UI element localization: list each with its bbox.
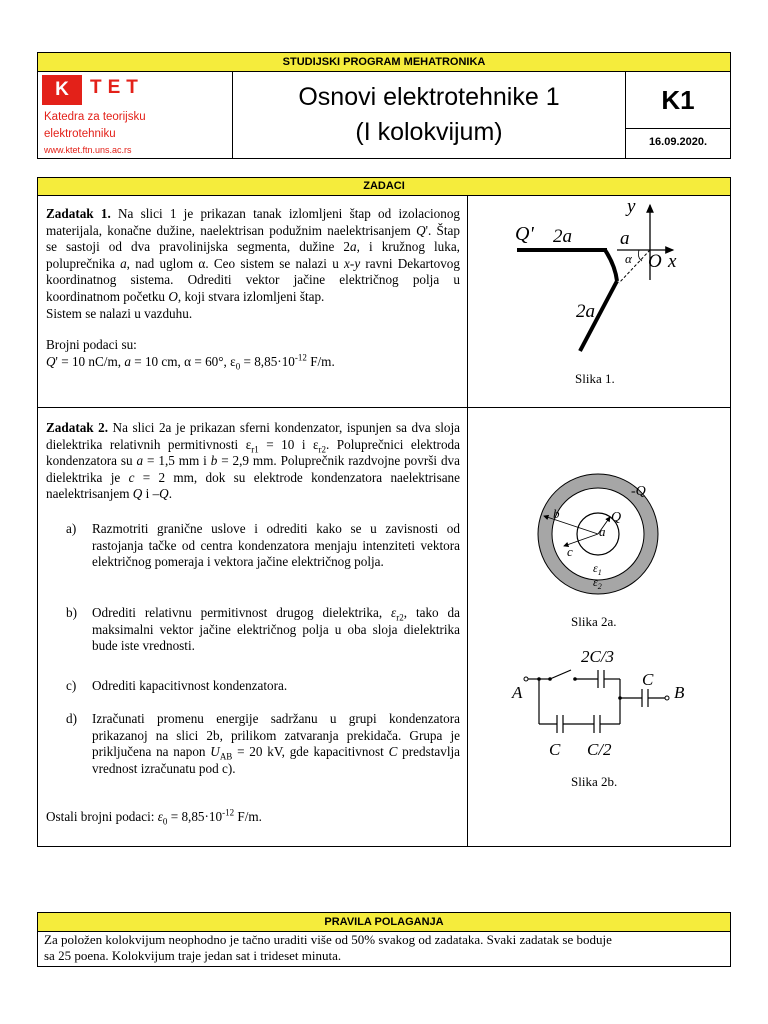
figure2b-caption: Slika 2b. [571, 774, 618, 789]
task2-item-d: d) Izračunati promenu energije sadržanu u grupi kondenzatora prikazanoj na slici 2b, prilikom zatvaranja prekidača. Grupa je priključena na napon $U_{AB} = 20$ kV, gde kapacitivnost C predstavlja vrednost izračunatu pod c). [66, 711, 461, 776]
label-eps1: $\varepsilon_1$ [593, 561, 602, 577]
task1-cell [37, 195, 468, 408]
item-a-label: a) [66, 521, 77, 536]
logo-tet: TET [90, 77, 144, 98]
task2-item-c [66, 678, 466, 696]
department-website: www.ktet.ftn.uns.ac.rs [44, 145, 132, 155]
terminal-a [524, 677, 528, 681]
item-c-label: c) [66, 678, 77, 693]
task2-item-b: b) Odrediti relativnu permitivnost drugog dielektrika, $\varepsilon_{r2}$, tako da maksimalni vektor jačine električnog polja u oba sloja dielektrika bude iste vrednosti. [66, 605, 461, 654]
item-d-label: d) [66, 711, 77, 726]
rules-line-2: sa 25 poena. Kolokvijum traje jedan sat i trideset minuta. [44, 948, 342, 963]
task2-constants: Ostali brojni podaci: $\varepsilon_0 = 8,85\cdot 10^{-12}$ F/m. [46, 807, 262, 827]
tasks-heading-band [37, 177, 731, 196]
label-c-bottom: C [549, 740, 561, 759]
program-band [37, 52, 731, 72]
terminal-b [665, 696, 669, 700]
task1-label: Zadatak 1. [46, 206, 111, 221]
rules-line-1: Za položen kolokvijum neophodno je tačno uraditi više od 50% svakog od zadataka. Svaki zadatak se boduje [44, 932, 612, 947]
course-title-cell [232, 71, 626, 159]
tasks-heading: ZADACI [363, 180, 405, 192]
label-terminal-b: B [674, 683, 685, 702]
label-q-prime: Q' [515, 223, 534, 245]
exam-title: (I kolokvijum) [355, 118, 503, 146]
switch-contact [573, 677, 577, 681]
department-line-2: elektrotehniku [44, 128, 116, 140]
figure1-cell [467, 195, 731, 408]
course-title: Osnovi elektrotehnike 1 [298, 83, 560, 111]
exam-code: K1 [661, 85, 695, 115]
radius-dashed-line [619, 250, 650, 283]
rules-text [37, 931, 731, 967]
label-c-right: C [642, 670, 654, 689]
label-a: a [620, 228, 630, 249]
figure2a-caption: Slika 2a. [571, 614, 617, 629]
label-alpha: α [625, 251, 632, 266]
department-line-1: Katedra za teorijsku [44, 111, 146, 123]
label-2a-bottom: 2a [576, 301, 595, 322]
logo-k: K [42, 75, 82, 105]
rules-heading-band [37, 912, 731, 932]
label-2c3: 2C/3 [581, 647, 615, 666]
label-b: b [553, 506, 560, 521]
task2-label: Zadatak 2. [46, 420, 109, 435]
label-a-small: a [599, 524, 606, 539]
date-cell [626, 129, 731, 159]
node-left-top [537, 677, 541, 681]
label-eps2: $\varepsilon_2$ [593, 575, 602, 591]
program-title: STUDIJSKI PROGRAM MEHATRONIKA [282, 56, 486, 68]
code-cell [626, 71, 731, 129]
node-right [618, 696, 622, 700]
figure1-caption: Slika 1. [575, 371, 615, 386]
label-2a-top: 2a [553, 226, 572, 247]
task2-intro: Zadatak 2. Na slici 2a je prikazan sferni kondenzator, ispunjen sa dva sloja dielektrika relativnih permitivnosti $\varepsilon_{r1} = 10$ i $\varepsilon_{r2}$. Poluprečnici elektroda kondenzatora su a = 1,5 mm i b = 2,9 mm. Poluprečnik razdvojne površi dva dielektrika je c = 2 mm, dok su elektrode kondenzatora naelektrisane naelektrisanjem Q i –Q. [46, 420, 461, 502]
label-c-half: C/2 [587, 740, 612, 759]
label-neg-q: -Q [631, 484, 646, 499]
task2-cell [37, 407, 468, 847]
label-y: y [627, 196, 636, 217]
label-q: Q [611, 510, 622, 525]
rules-heading: PRAVILA POLAGANJA [324, 916, 444, 928]
switch [550, 670, 571, 679]
department-logo-cell [37, 71, 232, 159]
exam-date: 16.09.2020. [648, 136, 708, 148]
label-c: c [567, 544, 573, 559]
label-terminal-a: A [512, 683, 523, 702]
task2-item-a: a) Razmotriti granične uslove i odrediti kako se u zavisnosti od rastojanja tačke od centra kondenzatora menjaju intenziteti vektora električnog pomeraja i vektora jačine električnog polja. [66, 521, 460, 570]
label-x: x [668, 251, 677, 272]
figure2-cell [467, 407, 731, 847]
rod-arc [605, 250, 617, 281]
item-c-text: Odrediti kapacitivnost kondenzatora. [92, 678, 288, 693]
item-b-label: b) [66, 605, 77, 620]
label-origin: O [648, 251, 662, 272]
switch-pivot [548, 677, 552, 681]
department-name [44, 109, 224, 143]
task1-text: Zadatak 1. Na slici 1 je prikazan tanak izlomljeni štap od izolacionog materijala, konačne dužine, naelektrisan podužnim naelektrisanjem Q'. Štap se sastoji od dva pravolinijska segmenta, dužine 2a, i kružnog luka, poluprečnika a, nad uglom α. Ceo sistem se nalazi u x-y ravni Dekartovog koordinatnog sistema. Odrediti vektor jačine električnog polja u koordinatnom početku O, koji stvara izlomljeni štap. Sistem se nalazi u vazduhu. Brojni podaci su: Q' = 10 nC/m, a = 10 cm, α = 60°, $\varepsilon_0 = 8,85\cdot 10^{-12}$ F/m. [46, 206, 461, 372]
